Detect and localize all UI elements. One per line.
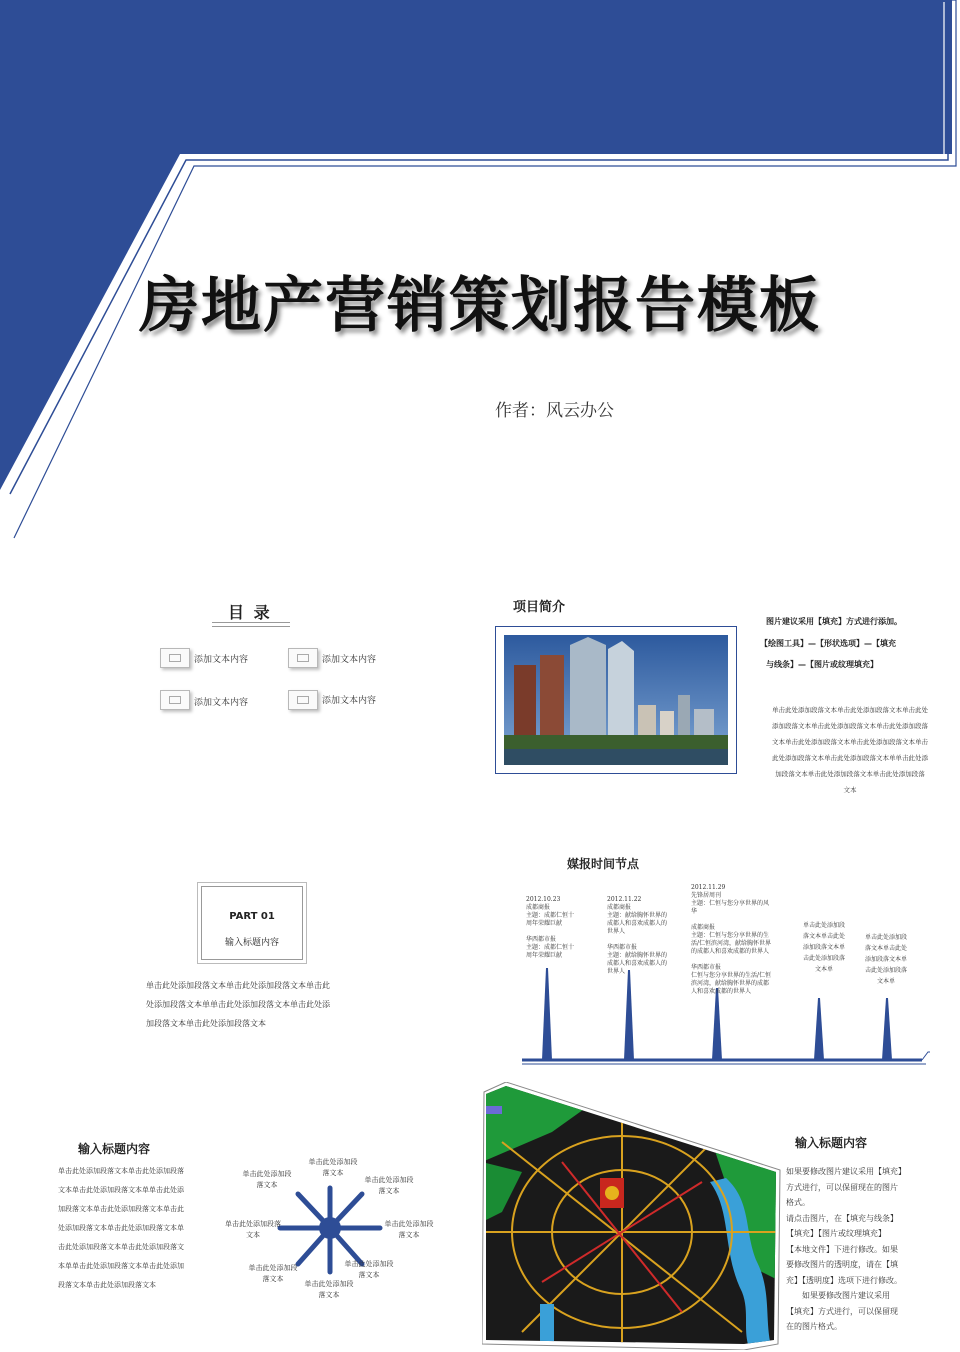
map-body-line: 【填充】方式进行，可以保留现 xyxy=(786,1306,898,1316)
spokes-body-line: 单击此处添加段落文本单击此处添加段落 xyxy=(58,1167,184,1175)
timeline-node-2-text: 成都人和喜欢成都人的 xyxy=(607,960,668,967)
timeline-node-2 xyxy=(607,896,691,976)
spokes-body-line: 处添加段落文本单击此处添加段落文本单 xyxy=(58,1224,184,1232)
map-body-line: 充】【透明度】选项下进行修改。 xyxy=(786,1275,902,1285)
spoke-label-text: 单击此处添加段落 xyxy=(225,1220,281,1228)
spoke-label-bottom-left xyxy=(238,1263,308,1285)
map-body-line: 【填充】【图片或纹理填充】 xyxy=(786,1229,886,1238)
spoke-label-text: 落文本 xyxy=(262,1275,284,1283)
toc-item-2[interactable]: 添加文本内容 xyxy=(322,655,377,665)
part-label: PART 01 xyxy=(229,911,275,922)
toc-item-4[interactable]: 添加文本内容 xyxy=(322,696,377,706)
part-body-line: 处添加段落文本单单击此处添加段落文本单击此处添 xyxy=(146,1000,330,1009)
timeline-node-4 xyxy=(798,920,850,975)
toc-slide xyxy=(0,560,480,830)
timeline-node-3-text: 活/仁恒滨河湾，献给胸怀世界 xyxy=(691,940,772,947)
intro-title: 项目简介 xyxy=(513,600,566,615)
timeline-node-3-text: 滨河湾，献给胸怀世界的成都 xyxy=(691,980,770,987)
spoke-label-text: 单击此处添加段 xyxy=(344,1260,394,1268)
timeline-node-3-text: 仁恒与您分享世界的生活/仁恒 xyxy=(691,972,772,979)
map-body-line: 请点击图片，在【填充与线条】 xyxy=(786,1213,898,1223)
toc-item-2-icon xyxy=(288,648,318,668)
spokes-body-line: 文本单击此处添加段落文本单单击此处添 xyxy=(58,1186,184,1194)
timeline-title: 媒报时间节点 xyxy=(567,857,640,871)
spoke-label-bottom-right xyxy=(334,1259,404,1281)
map-body-line: 方式进行，可以保留现在的图片 xyxy=(786,1182,898,1192)
spoke-label-text: 落文本 xyxy=(322,1169,344,1177)
intro-tip-line-3: 与线条】—【图片或纹理填充】 xyxy=(766,660,878,669)
timeline-node-3-text: 人和喜欢成都的世界人 xyxy=(691,988,752,995)
intro-body xyxy=(750,702,950,798)
toc-item-3-icon xyxy=(160,690,190,710)
timeline-node-1-text: 主题：成都仁恒十 xyxy=(526,912,575,919)
toc-item-1-icon xyxy=(160,648,190,668)
timeline-node-2-text: 2012.11.22 xyxy=(607,896,642,903)
intro-tip-line-2: 【绘图工具】—【形状选项】—【填充 xyxy=(760,639,896,648)
toc-item-4-icon xyxy=(288,690,318,710)
timeline-node-4-text: 单击此处添加段 xyxy=(802,922,845,929)
spoke-label-text: 文本 xyxy=(246,1231,260,1239)
map-body-line: 格式。 xyxy=(786,1198,810,1207)
spoke-label-text: 落文本 xyxy=(256,1181,278,1189)
timeline-node-1-text xyxy=(526,928,616,936)
toc-title-underline xyxy=(212,622,290,627)
spoke-label-text: 单击此处添加段 xyxy=(384,1220,434,1228)
timeline-node-3-text: 华 xyxy=(691,908,698,915)
toc-item-1[interactable]: 添加文本内容 xyxy=(194,655,249,665)
timeline-node-1-text: 成都商报 xyxy=(526,904,551,911)
timeline-node-2-text xyxy=(607,936,691,944)
intro-body-line: 加段落文本单击此处添加段落文本单击此处添加段落 xyxy=(775,770,925,778)
timeline-node-5 xyxy=(860,932,912,987)
spoke-label-text: 单击此处添加段 xyxy=(364,1176,414,1184)
timeline-node-5-text: 添加段落文本单 xyxy=(864,956,907,963)
timeline-node-3-text: 成都商报 xyxy=(691,924,716,931)
timeline-node-2-text: 成都商报 xyxy=(607,904,632,911)
spoke-label-text: 单击此处添加段 xyxy=(304,1280,354,1288)
timeline-node-5-text: 击此处添加段落 xyxy=(864,967,907,974)
map-slide-body xyxy=(786,1164,926,1335)
map-body-line: 要修改图片的透明度，请在【填 xyxy=(786,1260,898,1269)
map-body-line: 如果要修改图片建议采用【填充】 xyxy=(786,1167,906,1176)
spokes-title: 输入标题内容 xyxy=(78,1142,151,1156)
timeline-node-1-text: 华西都市报 xyxy=(526,936,557,943)
spokes-body-line: 加段落文本单击此处添加段落文本单击此 xyxy=(58,1205,184,1213)
part-frame xyxy=(201,886,303,960)
timeline-node-3-text xyxy=(691,916,783,924)
intro-body-line: 单击此处添加段落文本单击此处添加段落文本单击此处 xyxy=(772,706,928,714)
spoke-label-text: 落文本 xyxy=(378,1187,400,1195)
part-slide xyxy=(0,845,480,1085)
timeline-node-3-text: 2012.11.29 xyxy=(691,884,726,891)
spokes-body xyxy=(58,1162,238,1295)
cover-slide xyxy=(0,0,960,540)
timeline-node-4-text: 击此处添加段落 xyxy=(802,955,845,962)
timeline-node-3-text: 先锋居周刊 xyxy=(691,892,722,899)
timeline-node-1-text: 周年荣耀巨献 xyxy=(526,952,563,959)
timeline-node-2-text: 世界人 xyxy=(607,968,626,975)
toc-item-3[interactable]: 添加文本内容 xyxy=(194,698,249,708)
timeline-node-3-text: 主题：仁恒与您分享世界的生 xyxy=(691,932,770,939)
cover-title: 房地产营销策划报告模板 xyxy=(139,271,821,341)
intro-body-line: 文本单击此处添加段落文本单击此处添加段落文本单击 xyxy=(772,738,928,746)
spoke-label-text: 落文本 xyxy=(358,1271,380,1279)
intro-tip-line-1: 图片建议采用【填充】方式进行添加。 xyxy=(766,617,902,626)
timeline-node-2-text: 成都人和喜欢成都人的 xyxy=(607,920,668,927)
intro-body-line: 文本 xyxy=(843,786,857,794)
intro-slide xyxy=(480,560,960,830)
spoke-label-left xyxy=(218,1219,288,1241)
map-slide-title: 输入标题内容 xyxy=(795,1136,868,1150)
timeline-node-4-text: 文本单 xyxy=(814,966,833,973)
timeline-node-1-text: 2012.10.23 xyxy=(526,896,561,903)
timeline-node-2-text: 主题：献给胸怀世界的 xyxy=(607,912,668,919)
timeline-node-5-text: 单击此处添加段 xyxy=(864,934,907,941)
timeline-node-3-text xyxy=(691,956,783,964)
intro-body-line: 此处添加段落文本单击此处添加段落文本单单击此处添 xyxy=(772,754,928,762)
map-body-line: 如果要修改图片建议采用 xyxy=(786,1291,890,1300)
timeline-node-4-text: 添加段落文本单 xyxy=(802,944,845,951)
spoke-label-text: 单击此处添加段 xyxy=(242,1170,292,1178)
spokes-body-line: 击此处添加段落文本单击此处添加段落文 xyxy=(58,1243,184,1251)
timeline-node-3-text: 华西都市报 xyxy=(691,964,722,971)
timeline-node-2-text: 华西都市报 xyxy=(607,944,638,951)
map-body-line: 在的图片格式。 xyxy=(786,1322,842,1331)
timeline-node-2-text: 主题：献给胸怀世界的 xyxy=(607,952,668,959)
timeline-node-5-text: 落文本单击此处 xyxy=(864,945,907,952)
timeline-node-4-text: 落文本单击此处 xyxy=(802,933,845,940)
timeline-node-1-text: 周年荣耀巨献 xyxy=(526,920,563,927)
spoke-label-top-right xyxy=(354,1175,424,1197)
timeline-node-1-text: 主题：成都仁恒十 xyxy=(526,944,575,951)
location-map-icon[interactable] xyxy=(482,1082,782,1350)
timeline-node-5-text: 文本单 xyxy=(876,978,895,985)
intro-body-line: 添加段落文本单击此处添加段落文本单击此处添加段落 xyxy=(772,722,928,730)
timeline-node-3-text: 的成都人和喜欢成都的世界人 xyxy=(691,948,770,955)
map-body-line: 【本地文件】下进行修改。如果 xyxy=(786,1244,898,1254)
timeline-node-1 xyxy=(526,896,616,960)
spokes-body-line: 段落文本单击此处添加段落文本 xyxy=(58,1281,156,1289)
part-body-line: 单击此处添加段落文本单击此处添加段落文本单击此 xyxy=(146,981,330,990)
toc-title: 目 录 xyxy=(228,603,272,622)
spokes-body-line: 本单单击此处添加段落文本单击此处添加 xyxy=(58,1262,184,1270)
spoke-label-text: 单击此处添加段 xyxy=(248,1264,298,1272)
timeline-node-3 xyxy=(691,884,783,996)
timeline-node-3-text: 主题：仁恒与您分享世界的风 xyxy=(691,900,770,907)
part-subtitle: 输入标题内容 xyxy=(224,938,279,948)
city-buildings-photo-icon[interactable] xyxy=(504,635,728,765)
part-body xyxy=(146,976,356,1033)
cover-author: 作者：风云办公 xyxy=(495,401,614,421)
spoke-label-top-left xyxy=(232,1169,302,1191)
part-body-line: 加段落文本单击此处添加段落文本 xyxy=(146,1019,266,1028)
spoke-label-text: 单击此处添加段 xyxy=(308,1158,358,1166)
intro-photo-frame xyxy=(495,626,737,774)
spoke-label-text: 落文本 xyxy=(318,1291,340,1299)
timeline-node-2-text: 世界人 xyxy=(607,928,626,935)
spoke-label-right xyxy=(374,1219,444,1241)
spoke-label-text: 落文本 xyxy=(398,1231,420,1239)
